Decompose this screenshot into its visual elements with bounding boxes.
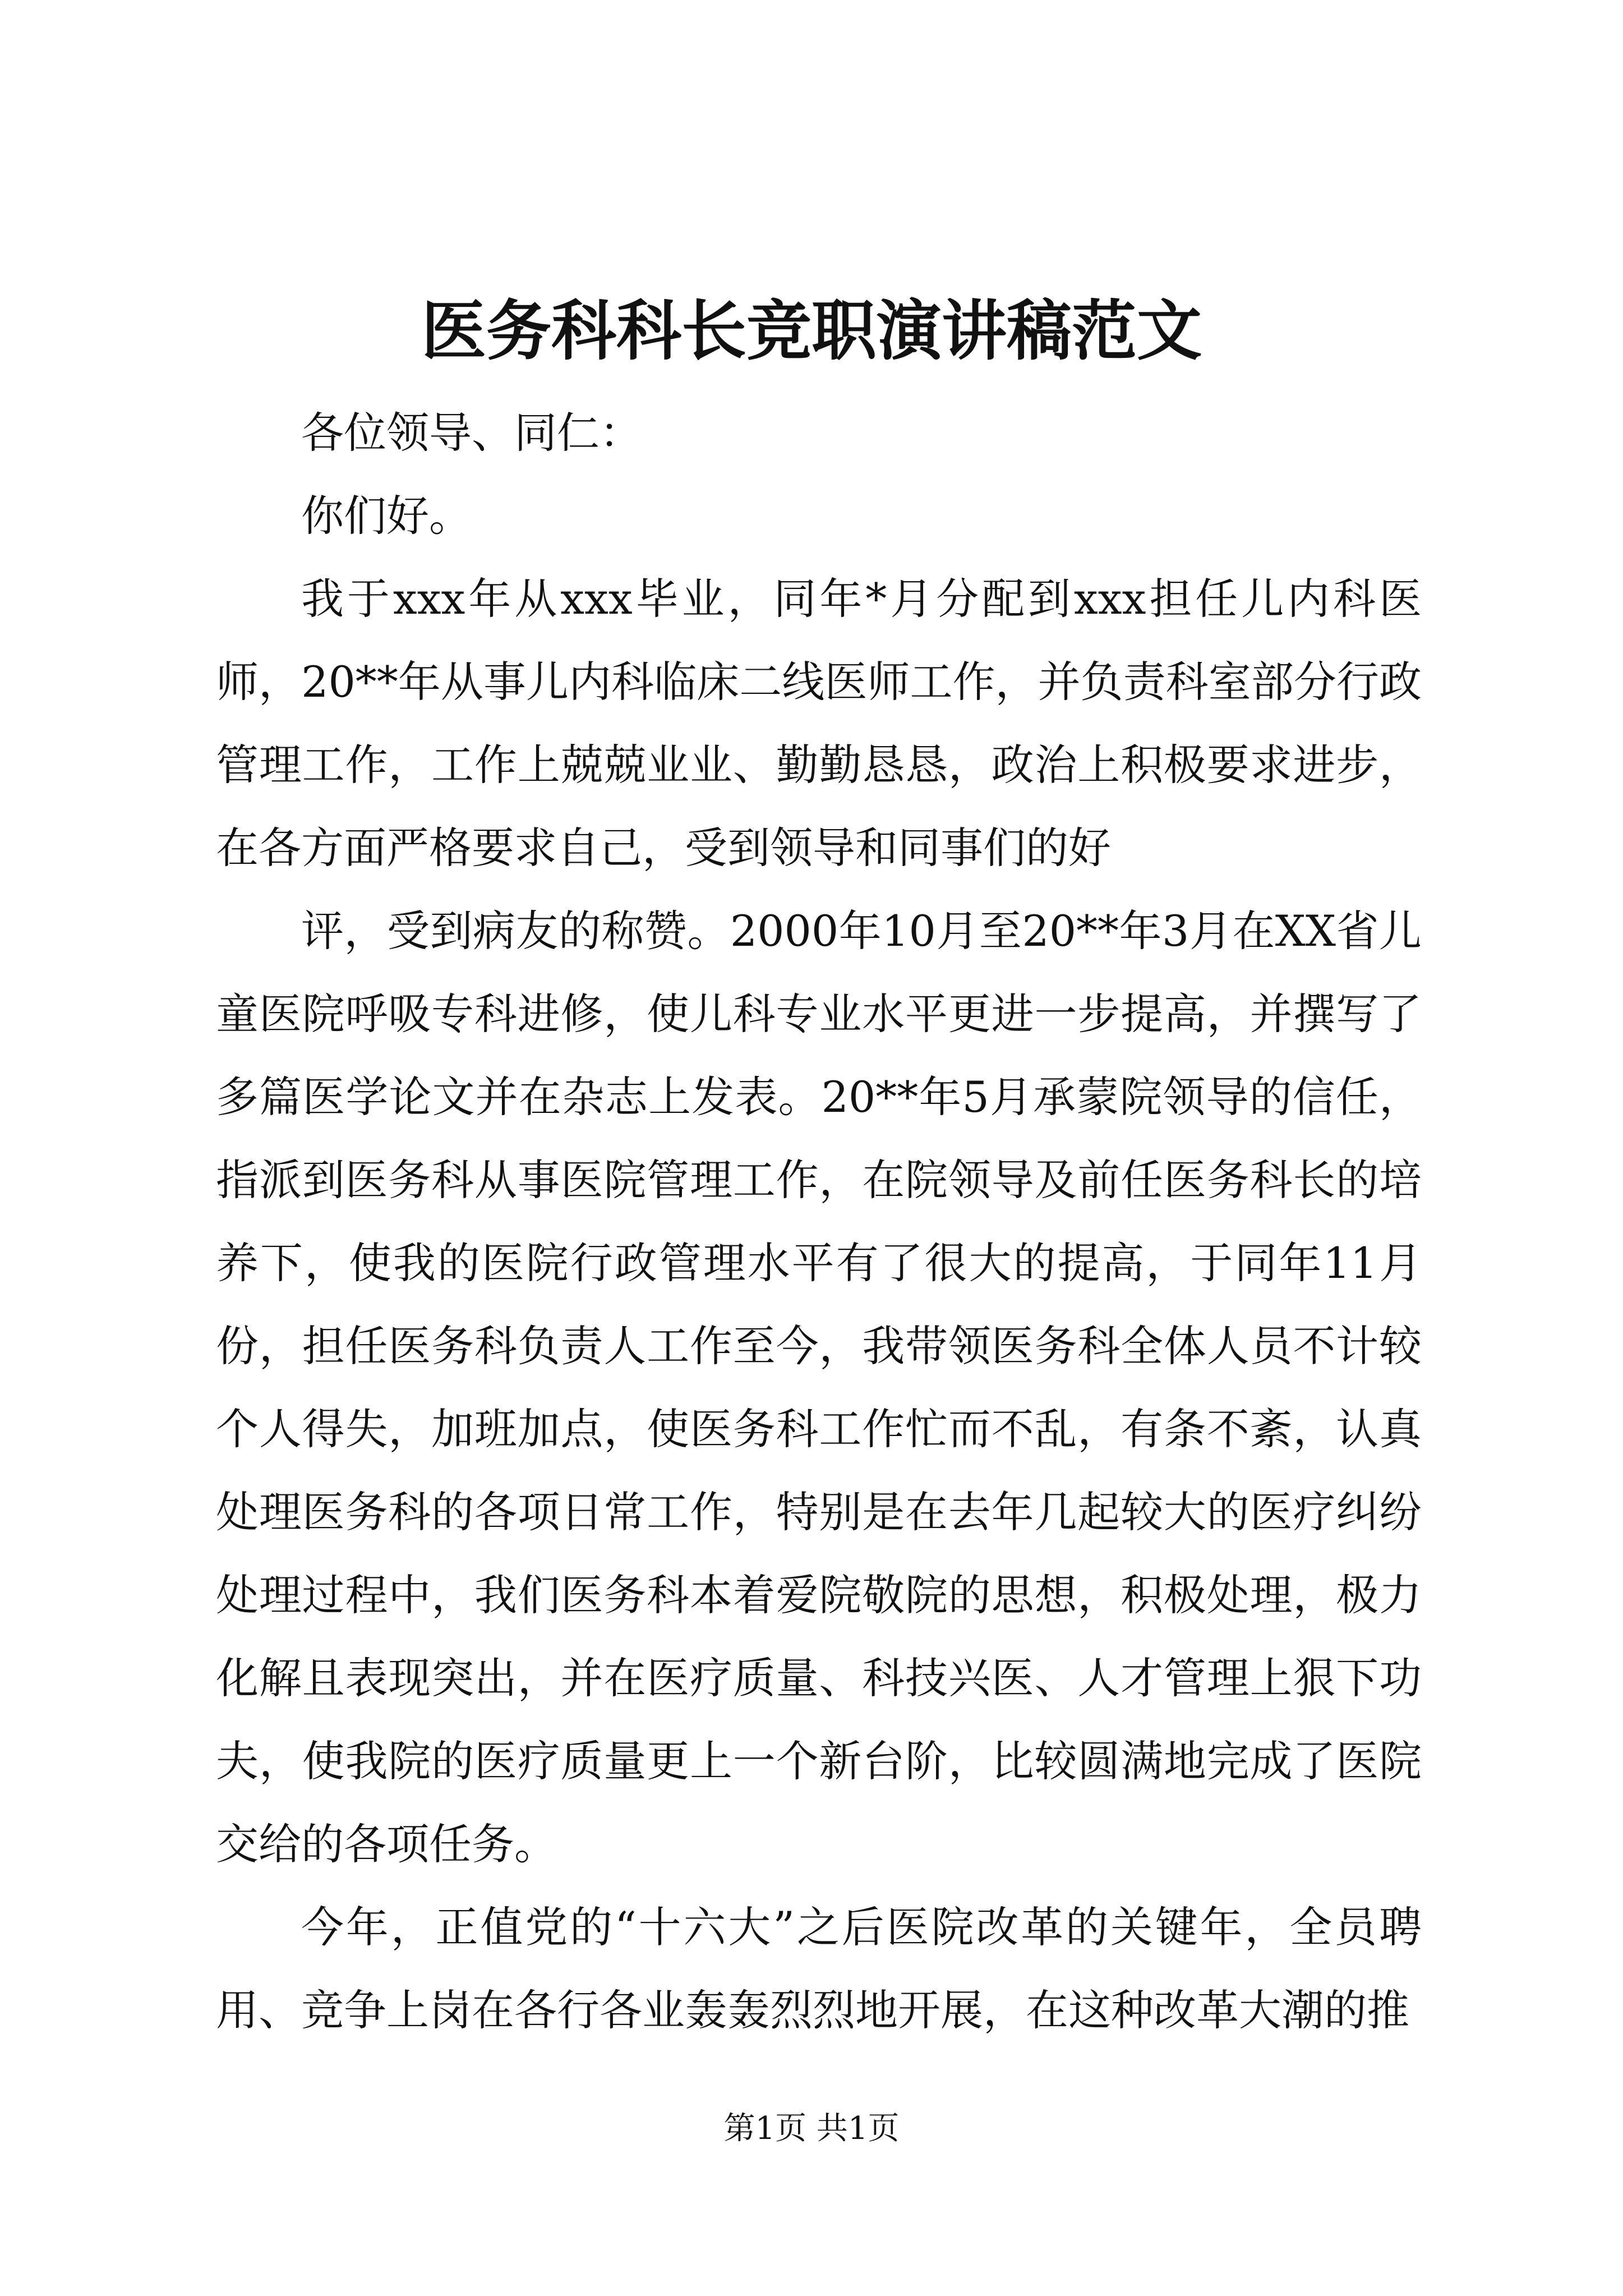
paragraph-experience: 评，受到病友的称赞。2000年10月至20**年3月在XX省儿童医院呼吸专科进修，使儿科专业水平更进一步提高，并撰写了多篇医学论文并在杂志上发表。20**年5月承蒙院领导的信任，指派到医务科从事医院管理工作，在院领导及前任医务科长的培养下，使我的医院行政管理水平有了很大的提高，于同年11月份，担任医务科负责人工作至今，我带领医务科全体人员不计较个人得失，加班加点，使医务科工作忙而不乱，有条不紊，认真处理医务科的各项日常工作，特别是在去年几起较大的医疗纠纷处理过程中，我们医务科本着爱院敬院的思想，积极处理，极力化解且表现突出，并在医疗质量、科技兴医、人才管理上狠下功夫，使我院的医疗质量更上一个新台阶，比较圆满地完成了医院交给的各项任务。 <box>216 906 1422 1869</box>
page-footer: 第1页 共1页 <box>723 2110 900 2147</box>
document-body <box>216 392 1422 2052</box>
paragraph-reform: 今年，正值党的“十六大”之后医院改革的关键年，全员聘用、竞争上岗在各行各业轰轰烈烈地开展，在这种改革大潮的推 <box>216 1902 1422 2035</box>
paragraph-greeting: 你们好。 <box>301 491 472 541</box>
paragraph-background: 我于xxx年从xxx毕业，同年*月分配到xxx担任儿内科医师，20**年从事儿内科临床二线医师工作，并负责科室部分行政管理工作，工作上兢兢业业、勤勤恳恳，政治上积极要求进步，在各方面严格要求自己，受到领导和同事们的好 <box>216 574 1422 873</box>
document-title: 医务科科长竞职演讲稿范文 <box>421 293 1202 369</box>
paragraph-salutation: 各位领导、同仁： <box>301 408 642 458</box>
